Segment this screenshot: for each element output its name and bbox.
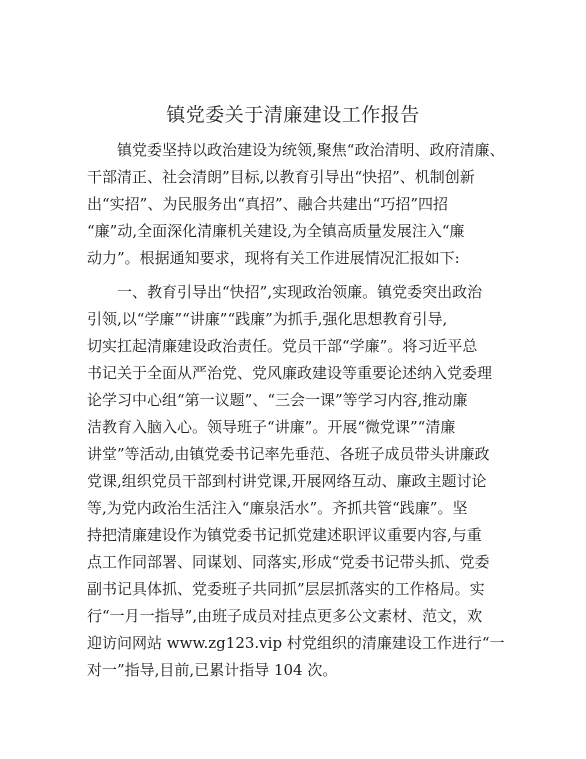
paragraph-2-line-15: 对一”指导,目前,已累计指导 104 次。	[87, 661, 338, 679]
paragraph-1-line-1: 镇党委坚持以政治建设为统领,聚焦“政治清明、政府清廉、	[117, 141, 505, 159]
paragraph-2-line-13: 行“一月一指导”,由班子成员对挂点更多公文素材、范文，欢	[87, 607, 483, 625]
paragraph-1-line-3: 出“实招”、为民服务出“真招”、融合共建出“巧招”四招	[87, 195, 449, 213]
paragraph-2-line-11: 点工作同部署、同谋划、同落实,形成“党委书记带头抓、党委	[87, 553, 490, 571]
paragraph-2-line-5: 论学习中心组“第一议题”、“三会一课”等学习内容,推动廉	[87, 391, 468, 409]
paragraph-2-line-12: 副书记具体抓、党委班子共同抓”层层抓落实的工作格局。实	[87, 580, 485, 598]
document-title: 镇党委关于清廉建设工作报告	[166, 104, 420, 126]
paragraph-1-line-2: 干部清正、社会清朗”目标,以教育引导出“快招”、机制创新	[87, 168, 475, 186]
paragraph-2-line-9: 等,为党内政治生活注入“廉泉活水”。齐抓共管“践廉”。坚	[87, 499, 468, 517]
paragraph-1-line-5: 动力”。根据通知要求，现将有关工作进展情况汇报如下:	[87, 249, 460, 267]
paragraph-2-line-14: 迎访问网站 www.zg123.vip 村党组织的清廉建设工作进行“一	[87, 634, 505, 652]
paragraph-2-line-1: 一、教育引导出“快招”,实现政治领廉。镇党委突出政治	[117, 283, 483, 301]
paragraph-2-line-8: 党课,组织党员干部到村讲党课,开展网络互动、廉政主题讨论	[87, 472, 487, 490]
paragraph-2-line-2: 引领,以“学廉”“讲廉”“践廉”为抓手,强化思想教育引导,	[87, 310, 448, 328]
paragraph-2-line-7: 讲堂”等活动,由镇党委书记率先垂范、各班子成员带头讲廉政	[87, 445, 490, 463]
paragraph-1-line-4: “廉”动,全面深化清廉机关建设,为全镇高质量发展注入“廉	[87, 222, 465, 240]
paragraph-2-line-4: 书记关于全面从严治党、党风廉政建设等重要论述纳入党委理	[87, 364, 493, 382]
paragraph-2-line-3: 切实扛起清廉建设政治责任。党员干部“学廉”。将习近平总	[87, 337, 478, 355]
paragraph-2-line-10: 持把清廉建设作为镇党委书记抓党建述职评议重要内容,与重	[87, 526, 482, 544]
paragraph-2-line-6: 洁教育入脑入心。领导班子“讲廉”。开展“微党课”“清廉	[87, 418, 456, 436]
